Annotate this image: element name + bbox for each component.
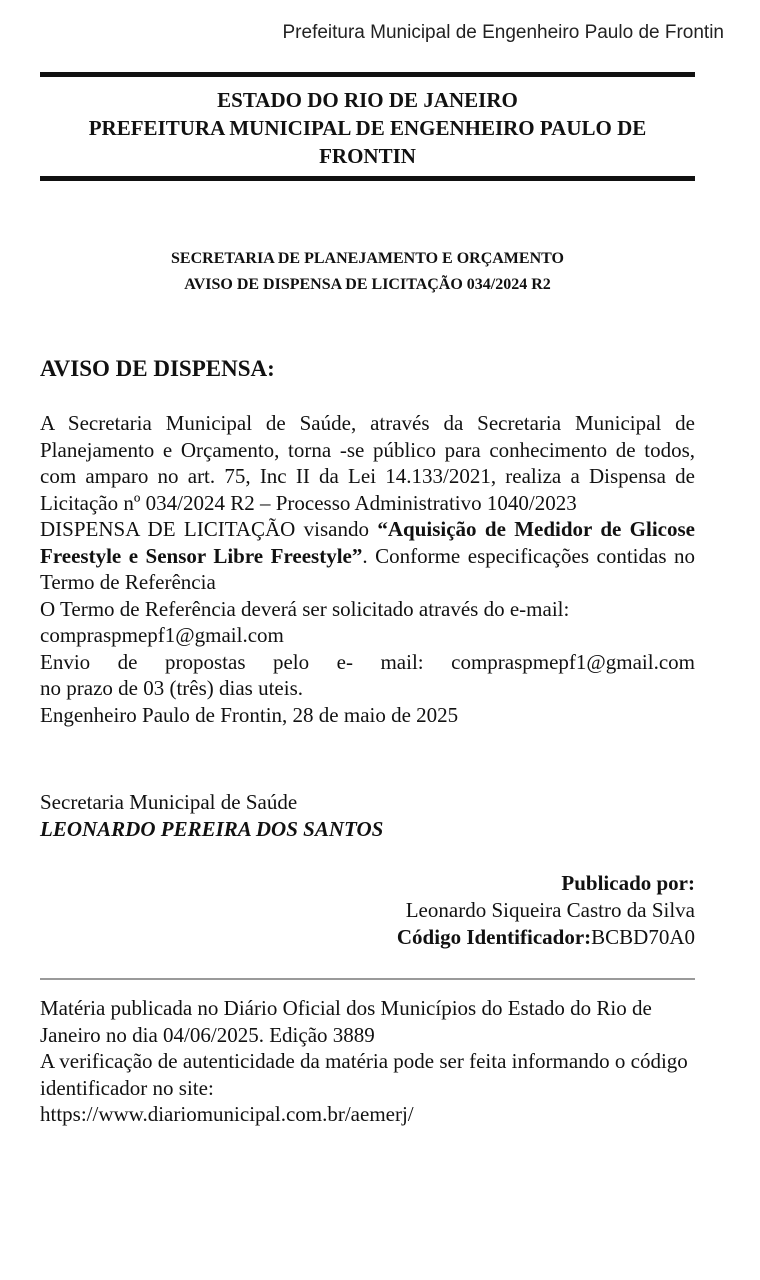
dispensa-object: “Aquisição de Medidor de Glicose Freestyle e Sensor Libre Freestyle” — [40, 517, 695, 568]
publisher-name: Leonardo Siqueira Castro da Silva — [405, 898, 695, 922]
signature-block — [40, 789, 383, 843]
prefecture-name-line1: PREFEITURA MUNICIPAL DE ENGENHEIRO PAULO DE — [88, 116, 647, 140]
footer-divider — [40, 978, 695, 980]
signer-name: LEONARDO PEREIRA DOS SANTOS — [40, 817, 384, 841]
dispensa-prefix: DISPENSA DE LICITAÇÃO visando — [40, 517, 378, 541]
identifier-code-value: BCBD70A0 — [591, 925, 695, 949]
identifier-code — [397, 924, 695, 951]
deadline-line: no prazo de 03 (três) dias uteis. — [40, 676, 304, 700]
top-divider — [40, 72, 695, 77]
footer-verification-note: A verificação de autenticidade da matéria pode ser feita informando o código identificador no site: — [40, 1049, 688, 1100]
termo-line: O Termo de Referência deverá ser solicitado através do e-mail: — [40, 596, 570, 621]
secretariat-name: SECRETARIA DE PLANEJAMENTO E ORÇAMENTO — [171, 250, 564, 267]
published-by-label: Publicado por: — [561, 871, 695, 895]
footer-publication-note: Matéria publicada no Diário Oficial dos Municípios do Estado do Rio de Janeiro no dia 04/06/2025. Edição 3889 — [40, 996, 652, 1047]
prefecture-name-line2: FRONTIN — [319, 144, 416, 168]
contact-email: compraspmepf1@gmail.com — [40, 623, 284, 647]
identifier-code-label: Código Identificador: — [396, 925, 592, 949]
notice-title: AVISO DE DISPENSA DE LICITAÇÃO 034/2024 R2 — [184, 276, 551, 293]
notice-heading: AVISO DE DISPENSA: — [40, 356, 275, 381]
place-date: Engenheiro Paulo de Frontin, 28 de maio de 2025 — [40, 702, 459, 727]
footer — [40, 995, 700, 1128]
footer-url[interactable]: https://www.diariomunicipal.com.br/aemerj/ — [40, 1102, 414, 1126]
publication-info — [397, 870, 695, 951]
notice-intro-paragraph: A Secretaria Municipal de Saúde, através da Secretaria Municipal de Planejamento e Orçamento, torna -se público para conhecimento de todos, com amparo no art. 75, Inc II da Lei 14.133/2021, realiza a Dispensa de Licitação nº 034/2024 R2 – Processo Administrativo 1040/2023 — [40, 411, 695, 515]
state-name: ESTADO DO RIO DE JANEIRO — [217, 88, 518, 112]
dispensa-paragraph — [40, 516, 695, 596]
department-block — [40, 246, 695, 298]
notice-body — [40, 410, 695, 728]
page-header-municipality: Prefeitura Municipal de Engenheiro Paulo de Frontin — [282, 22, 724, 43]
dispensa-suffix: . Conforme especificações contidas no Termo de Referência — [40, 543, 695, 594]
proposals-line: Envio de propostas pelo e- mail: compraspmepf1@gmail.com — [40, 649, 695, 674]
masthead — [40, 86, 695, 170]
masthead-divider — [40, 176, 695, 181]
signer-office: Secretaria Municipal de Saúde — [40, 790, 298, 814]
